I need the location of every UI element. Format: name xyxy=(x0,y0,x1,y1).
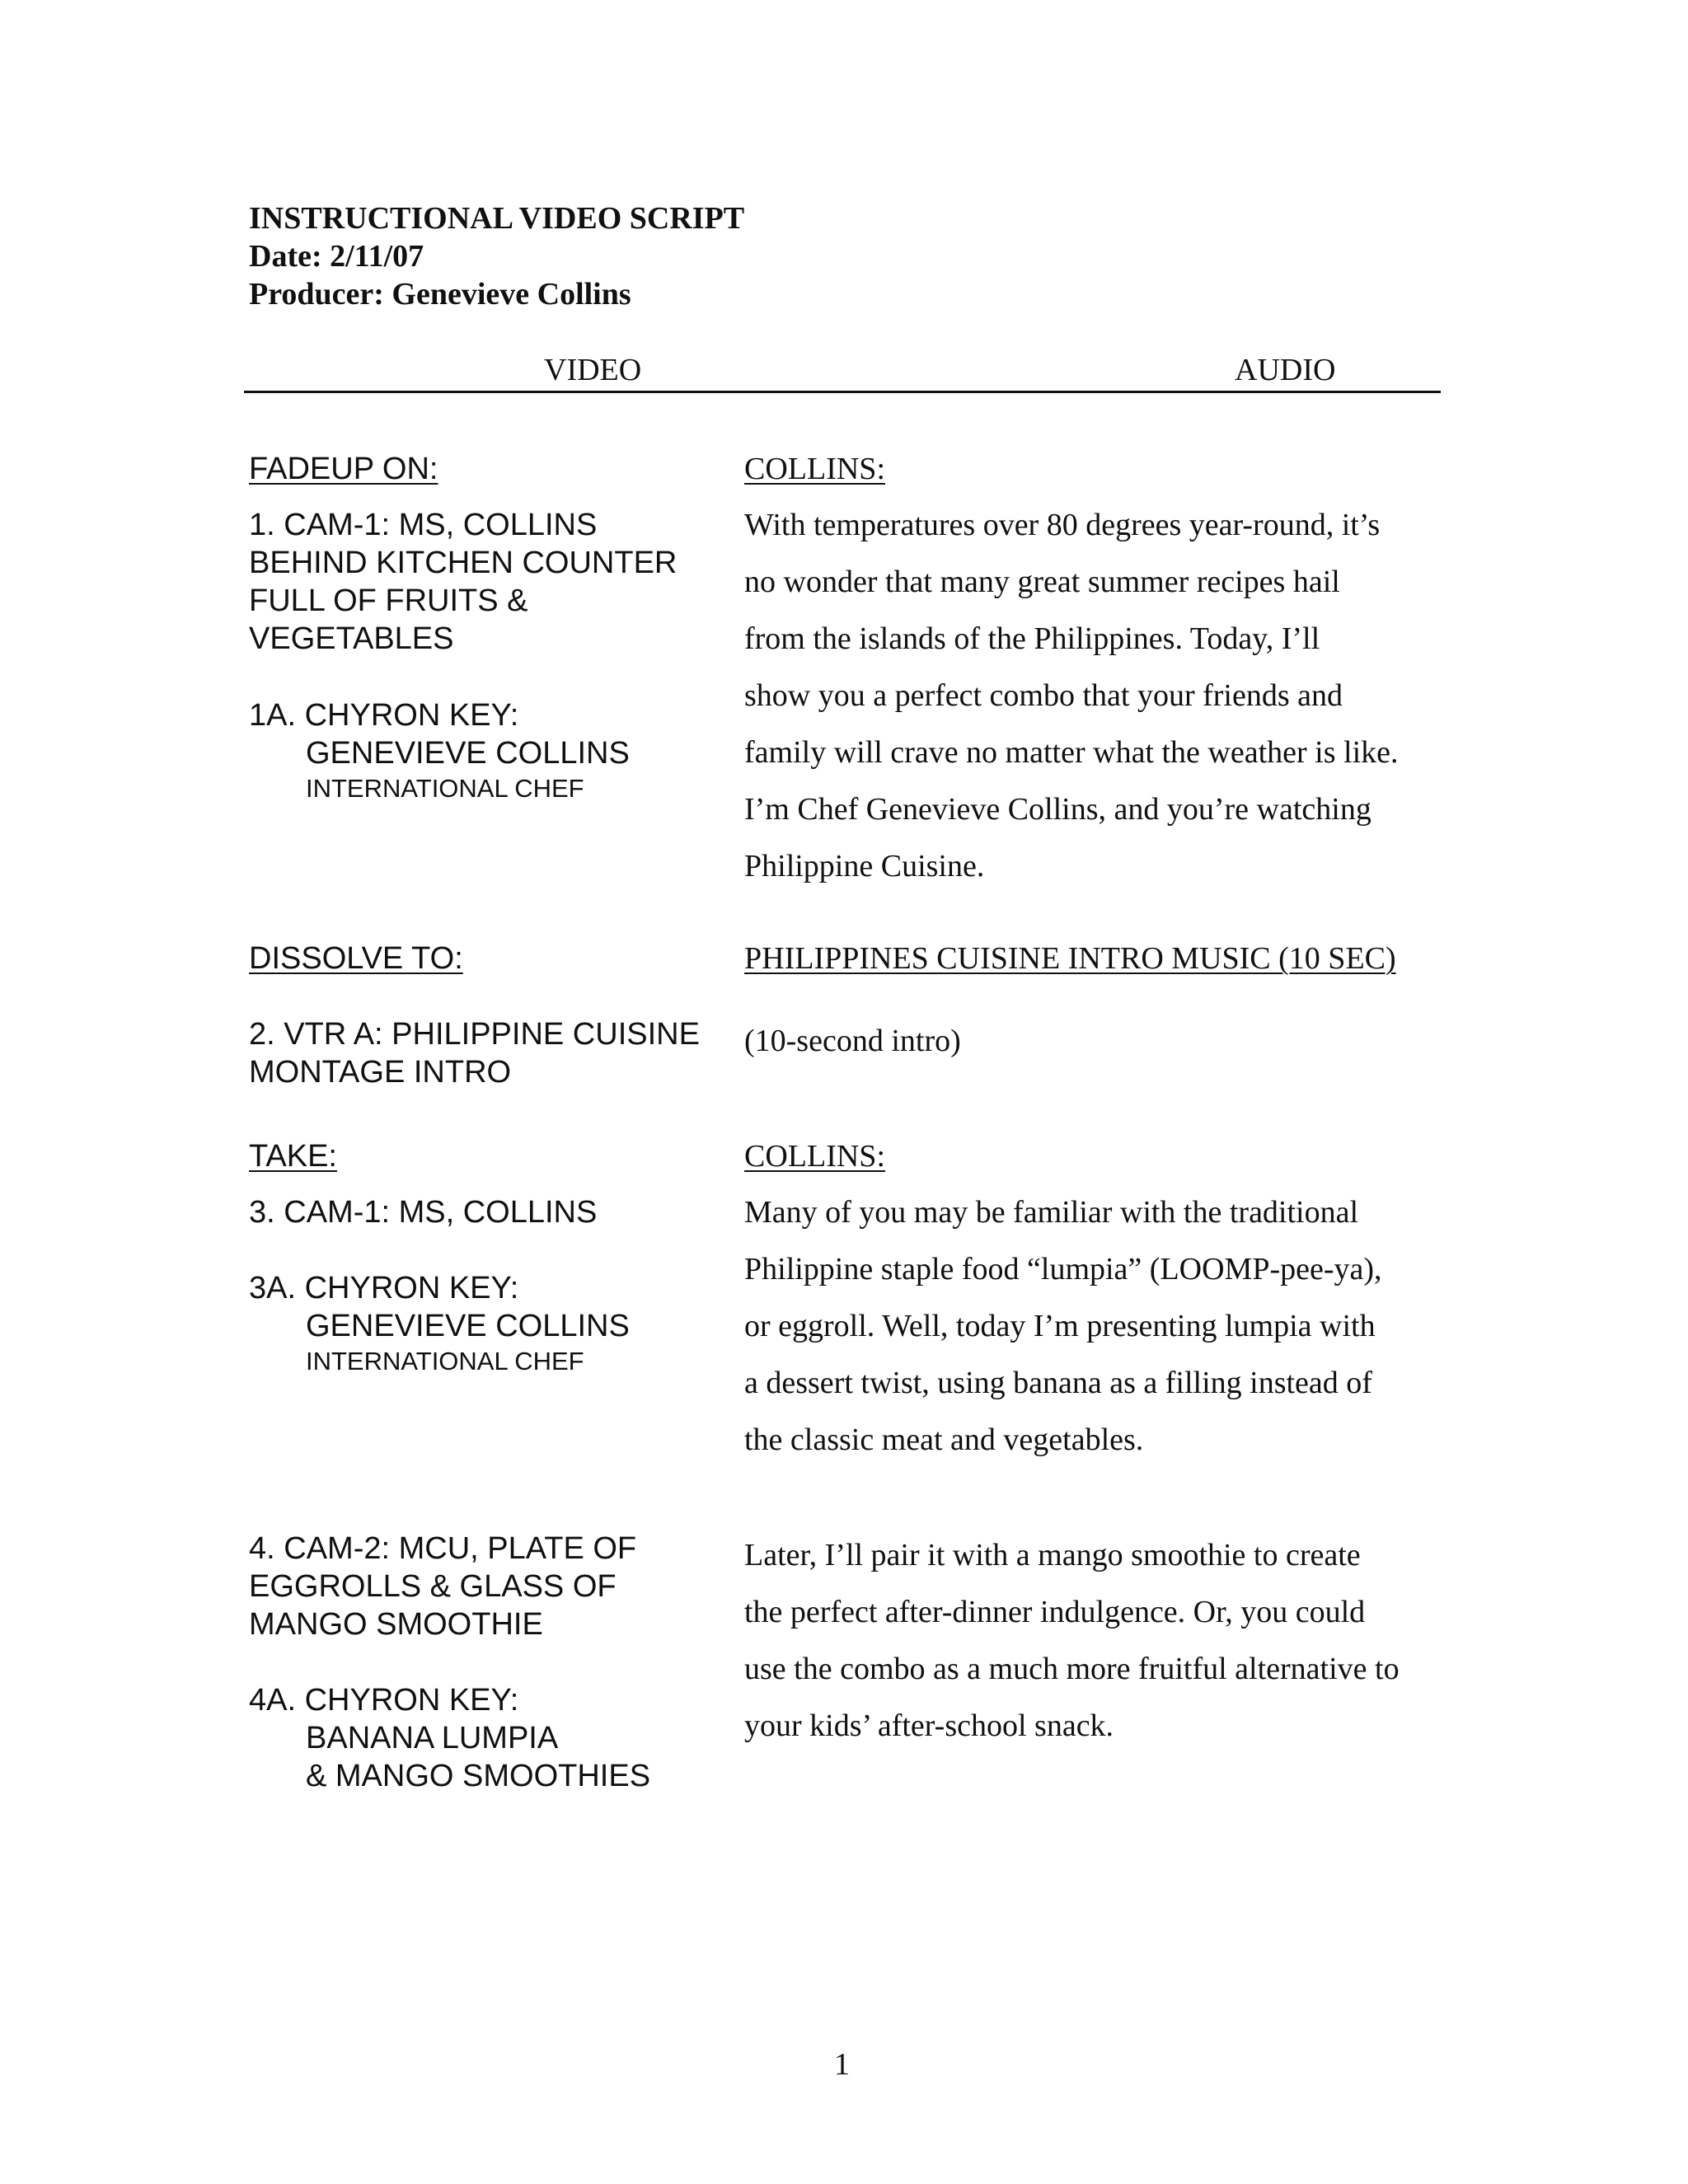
video-shot-1a-line-2: GENEVIEVE COLLINS xyxy=(306,736,630,771)
audio-column-heading: AUDIO xyxy=(1235,353,1336,387)
video-shot-4-line-3: MANGO SMOOTHIE xyxy=(249,1607,543,1642)
audio-music-cue: PHILIPPINES CUISINE INTRO MUSIC (10 SEC) xyxy=(744,941,1396,976)
audio-line: show you a perfect combo that your friends and xyxy=(744,678,1343,713)
video-shot-1-line-2: BEHIND KITCHEN COUNTER xyxy=(249,546,678,580)
audio-speaker-collins: COLLINS: xyxy=(744,452,885,486)
video-shot-3a-line-3: INTERNATIONAL CHEF xyxy=(306,1347,584,1376)
audio-line: the perfect after-dinner indulgence. Or, you could xyxy=(744,1595,1366,1629)
audio-line: no wonder that many great summer recipes hail xyxy=(744,565,1340,599)
audio-line: from the islands of the Philippines. Today, I’ll xyxy=(744,621,1320,656)
audio-speaker-collins: COLLINS: xyxy=(744,1139,885,1174)
video-shot-1a-line-1: 1A. CHYRON KEY: xyxy=(249,698,519,733)
audio-line: Later, I’ll pair it with a mango smoothie to create xyxy=(744,1538,1361,1572)
video-cue-fadeup: FADEUP ON: xyxy=(249,452,438,486)
audio-line: Philippine Cuisine. xyxy=(744,849,985,883)
video-column-heading: VIDEO xyxy=(544,353,642,387)
video-shot-1-line-4: VEGETABLES xyxy=(249,621,454,656)
video-shot-4-line-2: EGGROLLS & GLASS OF xyxy=(249,1569,617,1604)
header-rule xyxy=(244,391,1441,393)
page-number: 1 xyxy=(834,2047,850,2082)
video-shot-4a-line-2: BANANA LUMPIA xyxy=(306,1721,559,1755)
audio-line: the classic meat and vegetables. xyxy=(744,1422,1144,1457)
video-shot-2-line-1: 2. VTR A: PHILIPPINE CUISINE xyxy=(249,1017,700,1052)
video-shot-4a-line-3: & MANGO SMOOTHIES xyxy=(306,1759,651,1793)
audio-line: With temperatures over 80 degrees year-round, it’s xyxy=(744,508,1381,542)
video-cue-dissolve: DISSOLVE TO: xyxy=(249,941,463,976)
audio-line: or eggroll. Well, today I’m presenting lumpia with xyxy=(744,1309,1376,1343)
audio-line: I’m Chef Genevieve Collins, and you’re watching xyxy=(744,792,1372,827)
script-producer: Producer: Genevieve Collins xyxy=(249,277,631,312)
script-date: Date: 2/11/07 xyxy=(249,239,424,274)
audio-line: a dessert twist, using banana as a filling instead of xyxy=(744,1366,1372,1400)
script-title: INSTRUCTIONAL VIDEO SCRIPT xyxy=(249,201,745,236)
video-shot-1-line-1: 1. CAM-1: MS, COLLINS xyxy=(249,508,598,542)
video-shot-1-line-3: FULL OF FRUITS & xyxy=(249,583,528,618)
audio-line: use the combo as a much more fruitful alternative to xyxy=(744,1652,1400,1686)
video-cue-take: TAKE: xyxy=(249,1139,337,1174)
audio-line: Many of you may be familiar with the traditional xyxy=(744,1195,1359,1230)
audio-line: your kids’ after-school snack. xyxy=(744,1708,1114,1743)
audio-line: family will crave no matter what the weather is like. xyxy=(744,735,1399,770)
video-shot-3a-line-1: 3A. CHYRON KEY: xyxy=(249,1271,519,1305)
audio-line: Philippine staple food “lumpia” (LOOMP-pee-ya), xyxy=(744,1252,1382,1286)
video-shot-4-line-1: 4. CAM-2: MCU, PLATE OF xyxy=(249,1531,637,1566)
audio-line: (10-second intro) xyxy=(744,1024,961,1058)
video-shot-3a-line-2: GENEVIEVE COLLINS xyxy=(306,1309,630,1343)
video-shot-3-line-1: 3. CAM-1: MS, COLLINS xyxy=(249,1195,598,1230)
video-shot-4a-line-1: 4A. CHYRON KEY: xyxy=(249,1683,519,1718)
video-shot-1a-line-3: INTERNATIONAL CHEF xyxy=(306,774,584,803)
video-shot-2-line-2: MONTAGE INTRO xyxy=(249,1055,512,1090)
